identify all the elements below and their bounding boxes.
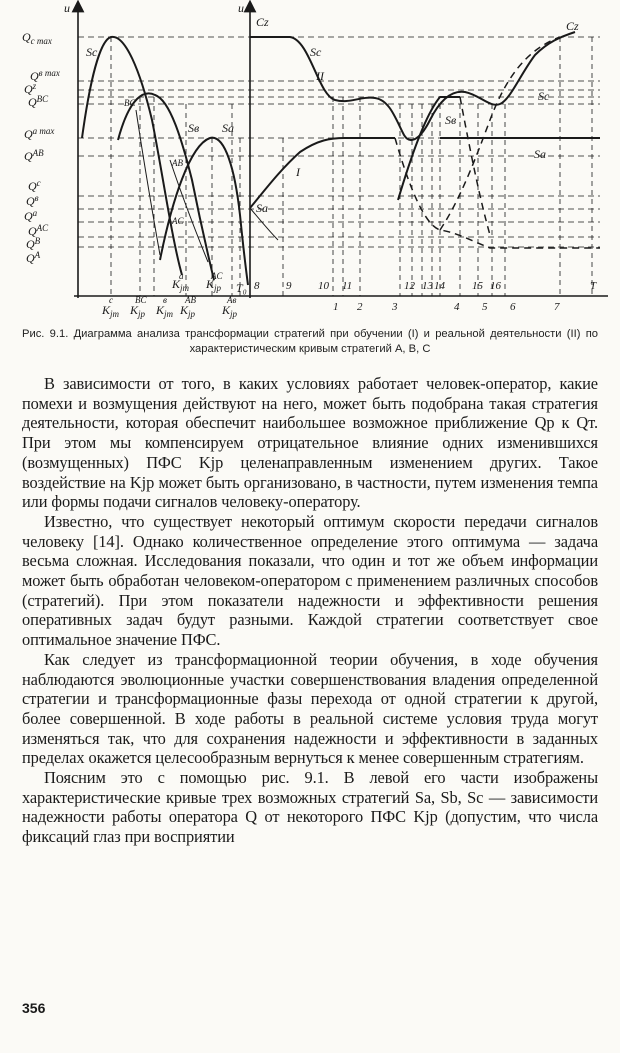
svg-text:2: 2 bbox=[357, 301, 363, 313]
svg-text:15: 15 bbox=[472, 280, 483, 292]
y-label-qB: $Q^B$ bbox=[26, 236, 41, 251]
diagram-svg bbox=[0, 0, 620, 325]
y-label-qbmax: $Q^{в max}$ bbox=[30, 68, 60, 83]
svg-text:6: 6 bbox=[510, 301, 516, 313]
y-label-qab: $Q^{AB}$ bbox=[24, 148, 44, 163]
svg-text:Sc: Sc bbox=[538, 89, 550, 103]
x-labels-left bbox=[101, 271, 247, 319]
curve-sc-dashed bbox=[440, 37, 560, 230]
y-label-qz: $Q^z$ bbox=[24, 81, 37, 96]
curve-labels-left bbox=[86, 45, 234, 226]
right-verticals bbox=[283, 37, 592, 296]
page-number: 356 bbox=[22, 1000, 46, 1016]
paragraph-1: В зависимости от того, в каких условиях работает человек-оператор, какие помехи и возмущения действуют на него, может быть подобрана такая стратегия деятельности, которая обеспечит наибольшее возможное приближение Qр к Qт. При этом мы компенсируем отрицательное влияние одних изменившихся (возмущенных) ПФС Kjр целенаправленным изменением других. Такое воздействие на Kjр может быть организовано, в частности, путем изменения темпа или формы подачи сигналов человеку-оператору. bbox=[22, 374, 598, 512]
left-axis-title: u bbox=[64, 1, 70, 15]
svg-text:BC: BC bbox=[124, 98, 136, 108]
svg-text:Sc: Sc bbox=[86, 45, 98, 59]
svg-text:KjрAв: $K_{jр}Aв$ bbox=[222, 295, 238, 319]
y-label-qc: $Q^c$ bbox=[28, 178, 41, 193]
svg-text:13: 13 bbox=[422, 280, 433, 292]
paragraph-4: Поясним это с помощью рис. 9.1. В левой его части изображены характеристические кривые трех возможных стратегий Sa, Sb, Sc — зависимости надежности работы оператора Q от некоторого ПФС Kjр (допустим, что числа фиксаций глаз при восприятии bbox=[22, 768, 598, 847]
svg-text:KjрAB: $K_{jр}AB$ bbox=[180, 295, 197, 319]
y-label-qcmax: $Q_{c max}$ bbox=[22, 30, 52, 46]
svg-text:I: I bbox=[296, 165, 300, 179]
svg-text:8: 8 bbox=[254, 280, 260, 292]
right-axis-title: u bbox=[238, 1, 244, 15]
svg-text:Sa: Sa bbox=[222, 121, 234, 135]
curve-sa-dashed bbox=[395, 138, 600, 248]
y-labels bbox=[22, 30, 60, 265]
y-label-qamax: $Q^{a max}$ bbox=[24, 126, 55, 141]
svg-text:KjрBC: $K_{jр}BC$ bbox=[130, 295, 147, 319]
svg-text:T: T bbox=[590, 280, 597, 292]
svg-text:Cz: Cz bbox=[256, 15, 269, 29]
svg-text:AC: AC bbox=[172, 216, 184, 226]
svg-text:3: 3 bbox=[392, 301, 398, 313]
svg-text:16: 16 bbox=[490, 280, 501, 292]
svg-text:Kjтв: $K_{jт}в$ bbox=[156, 295, 174, 319]
y-label-qac: $Q^{AC}$ bbox=[28, 223, 49, 238]
svg-text:Sa: Sa bbox=[534, 147, 546, 161]
curve-sb-left bbox=[118, 93, 214, 280]
curve-i bbox=[250, 138, 395, 208]
figure-caption: Рис. 9.1. Диаграмма анализа трансформации стратегий при обучении (I) и реальной деятельности (II) по характеристическим кривым стратегий A, B, C bbox=[22, 328, 598, 355]
curve-sb-dashed bbox=[460, 97, 490, 235]
svg-text:10: 10 bbox=[318, 280, 329, 292]
paragraph-3: Как следует из трансформационной теории обучения, в ходе обучения наблюдаются эволюционные участки совершенствования владения определенной стратегии и трансформационные фазы перехода от одной стратегии к другой, более совершенной. В ходе работы в реальной системе условия труда могут изменяться так, что для сохранения надежности и эффективности в заданных пределах окажется целесообразным вернуться к менее совершенным стратегиям. bbox=[22, 649, 598, 768]
y-label-qA: $Q^A$ bbox=[26, 250, 41, 265]
svg-text:T₀: T₀ bbox=[236, 281, 247, 295]
svg-text:12: 12 bbox=[404, 280, 415, 292]
svg-text:1: 1 bbox=[333, 301, 339, 313]
svg-text:Kjтc: $K_{jт}c$ bbox=[102, 295, 120, 319]
svg-text:Sв: Sв bbox=[188, 121, 200, 135]
curve-ii bbox=[250, 32, 575, 140]
paragraph-2: Известно, что существует некоторый оптимум скорости передачи сигналов человеку [14]. Однако количественное определение этого оптимума — задача весьма сложная. Исследования показали, что один и тот же объем информации может быть обработан человеком-оператором с применением различных способов (стратегий). При этом показатели надежности и эффективности решения оперативных задач будут разными. Каждой стратегии соответствует свое оптимальное значение ПФС. bbox=[22, 511, 598, 650]
svg-text:Kjтa: $K_{jт}a$ bbox=[172, 271, 190, 293]
svg-text:Sc: Sc bbox=[310, 45, 322, 59]
svg-text:11: 11 bbox=[342, 280, 353, 292]
svg-text:AB: AB bbox=[172, 158, 183, 168]
svg-text:9: 9 bbox=[286, 280, 292, 292]
y-label-qb: $Q^в$ bbox=[26, 193, 39, 208]
svg-text:Sв: Sв bbox=[445, 113, 457, 127]
svg-text:5: 5 bbox=[482, 301, 488, 313]
svg-text:4: 4 bbox=[454, 301, 460, 313]
svg-text:7: 7 bbox=[554, 301, 560, 313]
svg-text:Sa: Sa bbox=[256, 201, 268, 215]
y-label-qa: $Q^a$ bbox=[24, 208, 38, 223]
body-text bbox=[22, 374, 598, 847]
svg-text:II: II bbox=[316, 69, 324, 83]
y-label-qbc: $Q^{BC}$ bbox=[28, 94, 49, 109]
svg-text:14: 14 bbox=[434, 280, 445, 292]
svg-text:KjрAC: $K_{jр}AC$ bbox=[206, 271, 223, 293]
svg-text:Cz: Cz bbox=[566, 19, 579, 33]
curve-labels-right bbox=[256, 15, 579, 215]
figure-9-1 bbox=[0, 0, 620, 325]
